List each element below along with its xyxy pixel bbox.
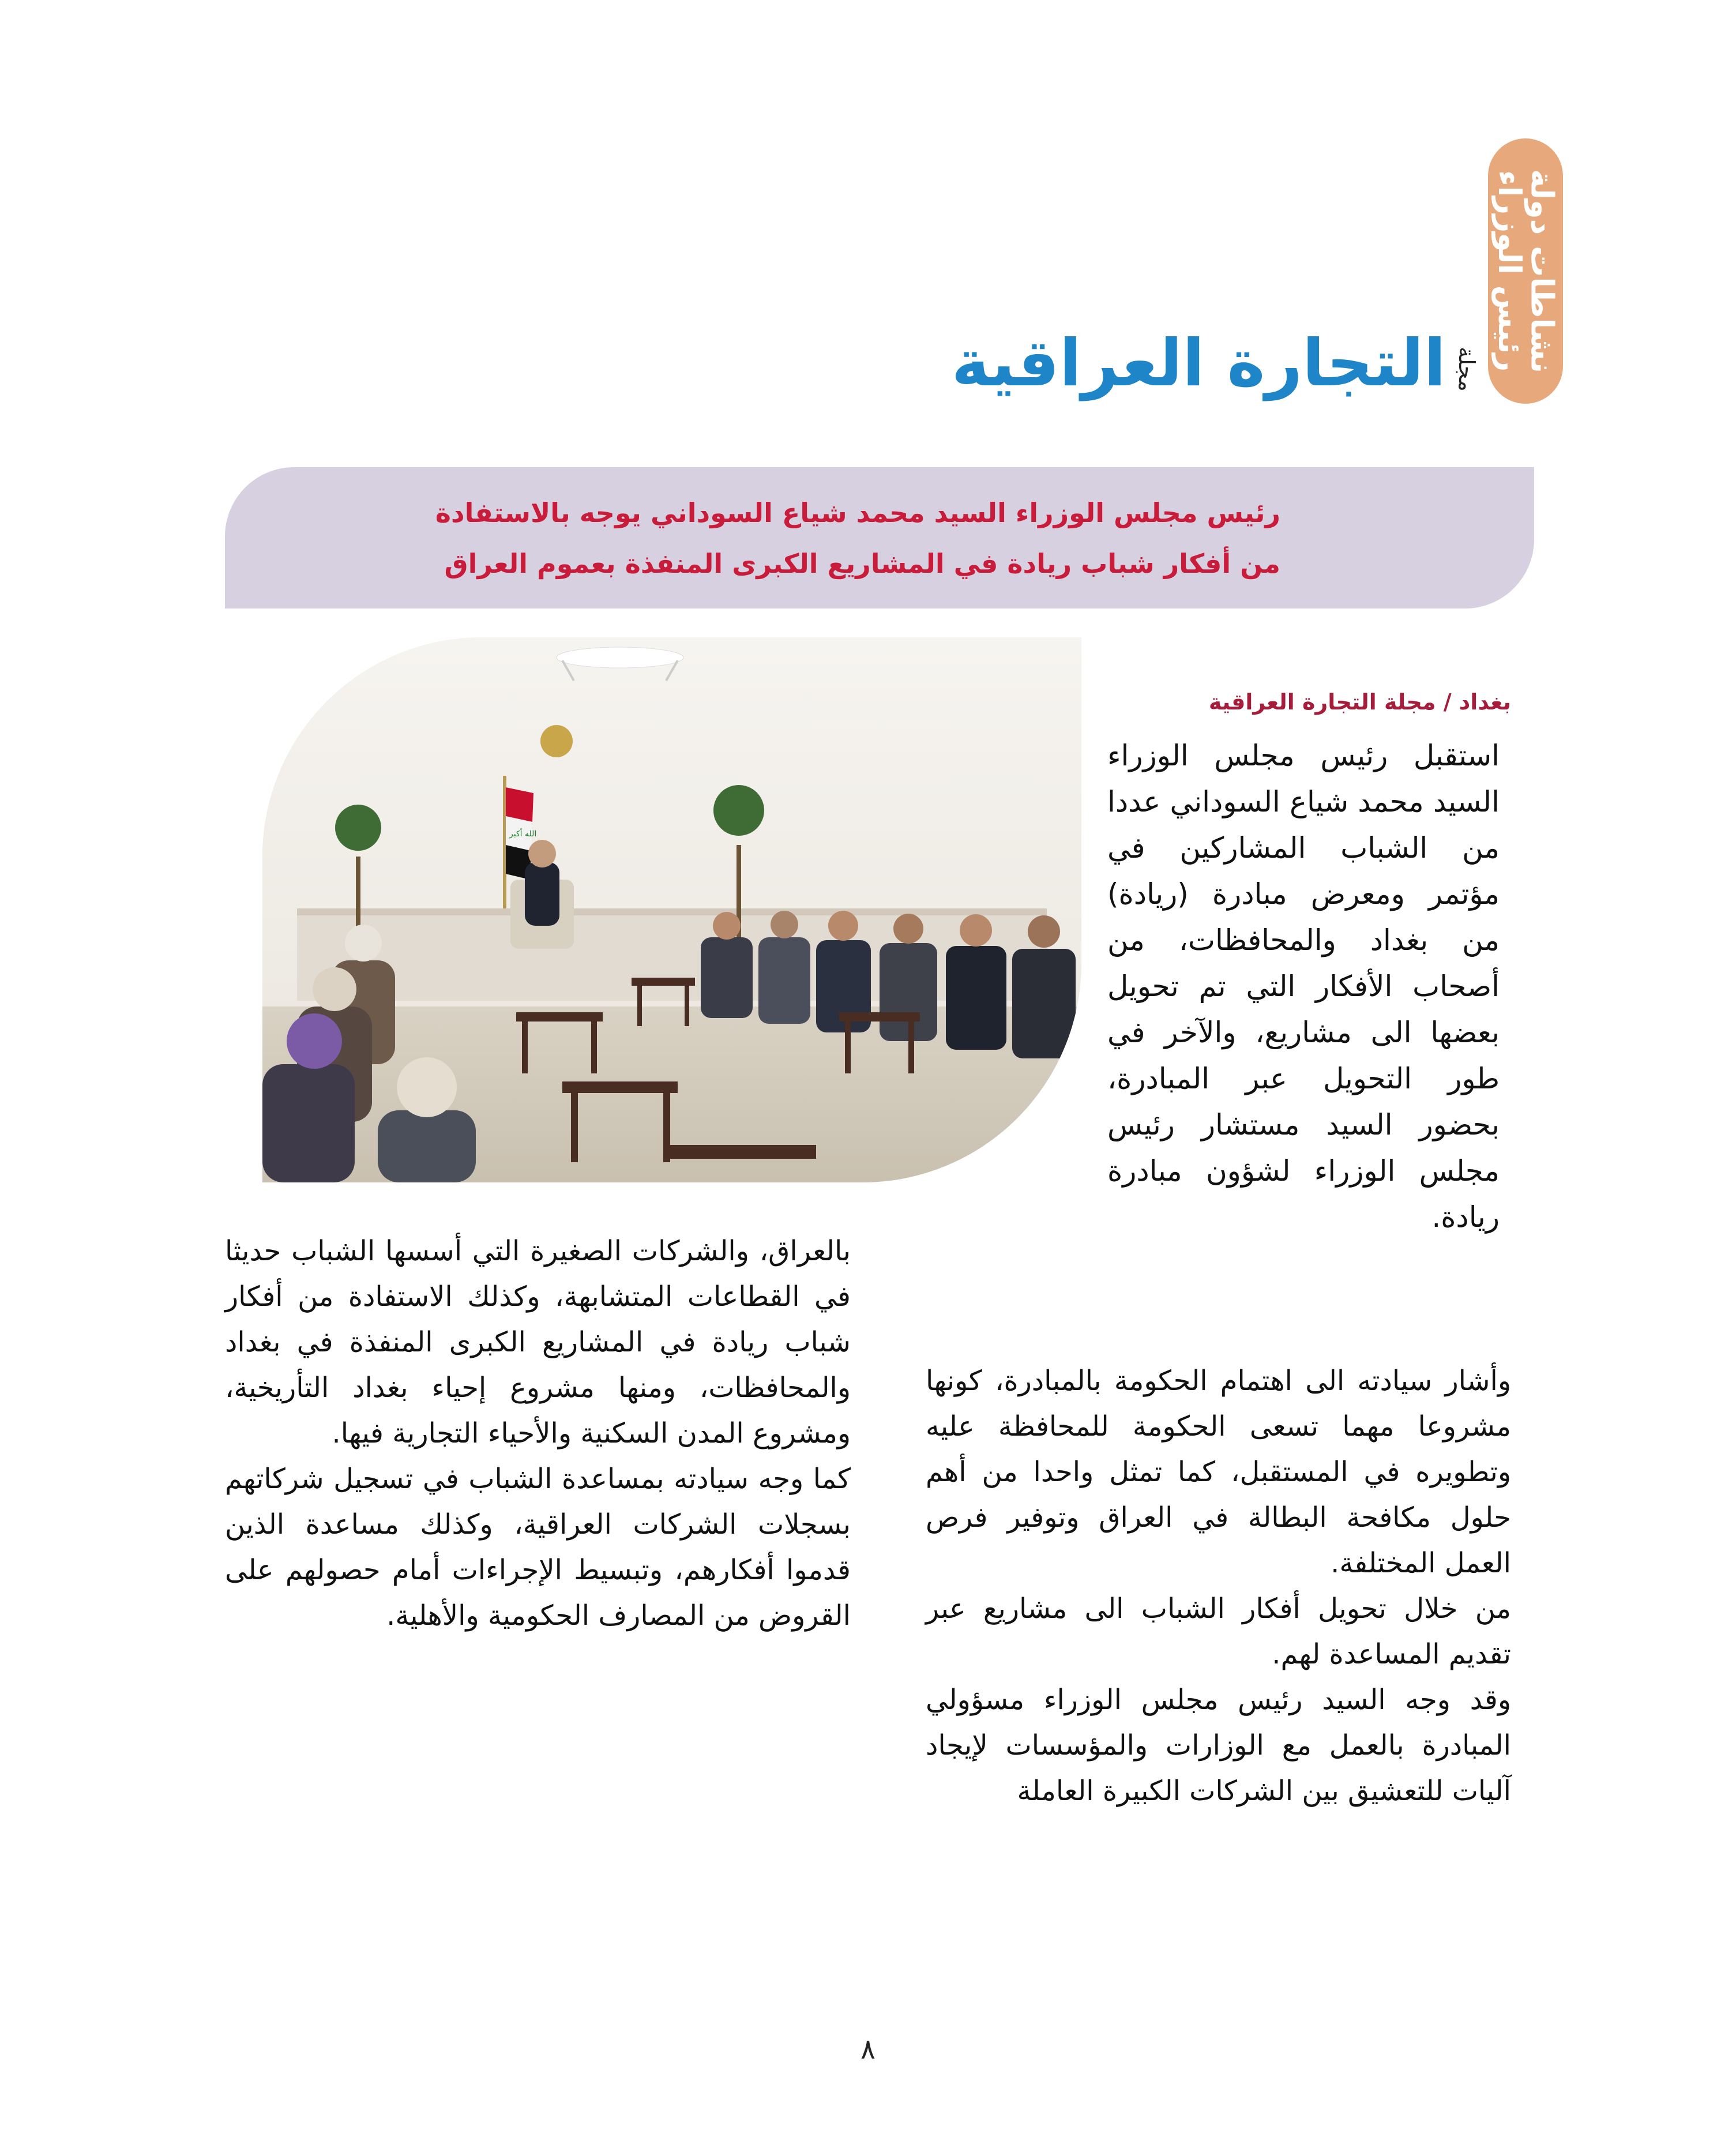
- headline-line-1: رئيس مجلس الوزراء السيد محمد شياع السوداني يوجه بالاستفادة: [435, 497, 1280, 528]
- article-paragraph-1: استقبل رئيس مجلس الوزراء السيد محمد شياع السوداني عددا من الشباب المشاركين في مؤتمر ومعرض مبادرة (ريادة) من بغداد والمحافظات، من أصحاب الأفكار التي تم تحويل بعضها الى مشاريع، والآخر في طور التحويل عبر المبادرة، بحضور السيد مستشار رئيس مجلس الوزراء لشؤون مبادرة ريادة.: [1107, 739, 1500, 1234]
- section-tab: [1488, 138, 1563, 404]
- flag-text: الله أكبر: [509, 829, 537, 839]
- headline-banner: [225, 467, 1534, 609]
- article-paragraph-6: كما وجه سيادته بمساعدة الشباب في تسجيل شركاتهم بسجلات الشركات العراقية، وكذلك مساعدة الذين قدموا أفكارهم، وتبسيط الإجراءات أمام حصولهم على القروض من المصارف الحكومية والأهلية.: [225, 1463, 851, 1632]
- logo-main-text: التجارة العراقية: [951, 326, 1446, 401]
- magazine-logo: [952, 323, 1479, 404]
- article-column-right-top: [1107, 733, 1500, 1240]
- page-number: ٨: [861, 2033, 875, 2065]
- article-paragraph-2: وأشار سيادته الى اهتمام الحكومة بالمبادرة، كونها مشروعا مهما تسعى الحكومة للمحافظة عليه وتطويره في المستقبل، كما تمثل واحدا من أهم حلول مكافحة البطالة في العراق وتوفير فرص العمل المختلفة.: [926, 1365, 1511, 1579]
- article-column-left: [225, 1229, 851, 1639]
- meeting-photo: [262, 637, 1081, 1182]
- headline-line-2: من أفكار شباب ريادة في المشاريع الكبرى المنفذة بعموم العراق: [444, 547, 1280, 579]
- section-tab-label: نشاطات دولة رئيس الوزراء: [1491, 168, 1561, 373]
- emblem-icon: [540, 725, 573, 757]
- article-paragraph-3: من خلال تحويل أفكار الشباب الى مشاريع عبر تقديم المساعدة لهم.: [926, 1593, 1511, 1670]
- byline: بغداد / مجلة التجارة العراقية: [1208, 689, 1511, 715]
- article-column-right-bottom: [926, 1358, 1511, 1814]
- article-paragraph-4: وقد وجه السيد رئيس مجلس الوزراء مسؤولي المبادرة بالعمل مع الوزارات والمؤسسات لإيجاد آليات للتعشيق بين الشركات الكبيرة العاملة: [926, 1684, 1511, 1807]
- article-paragraph-5: بالعراق، والشركات الصغيرة التي أسسها الشباب حديثا في القطاعات المتشابهة، وكذلك الاستفادة من أفكار شباب ريادة في المشاريع الكبرى المنفذة في بغداد والمحافظات، ومنها مشروع إحياء بغداد التأريخية، ومشروع المدن السكنية والأحياء التجارية فيها.: [225, 1235, 851, 1449]
- meeting-illustration: [262, 637, 1081, 1182]
- logo-small-text: مجلة: [1454, 347, 1479, 392]
